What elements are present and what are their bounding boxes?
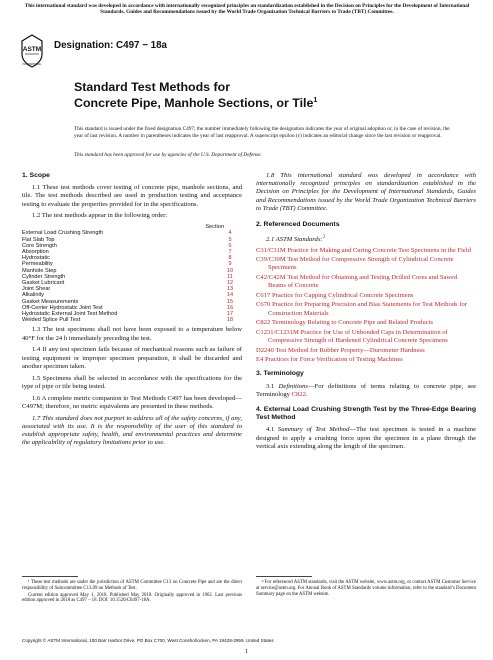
para-2-1 — [256, 233, 476, 244]
section-name: Core Strength — [22, 242, 57, 249]
para-1-5: 1.5 Specimens shall be selected in accordance with the specifications for the type of pipe or tile being tested. — [22, 374, 242, 390]
para-4-1-body: —The test specimen is tested in a machine designed to apply a crushing force upon the specimen in a plane through the vertical axis extending along the length of the specimen. — [256, 426, 477, 450]
svg-text:INTERNATIONAL: INTERNATIONAL — [22, 63, 42, 66]
section-name: Flat Slab Top — [22, 236, 55, 243]
reference-id-link[interactable]: C31/C31M — [256, 246, 286, 254]
reference-id-link[interactable]: C822 — [256, 319, 271, 327]
para-1-7: 1.7 This standard does not purport to address all of the safety concerns, if any, associated with its use. It is the responsibility of the user of this standard to establish appropriate safety, health, and environmental practices and determine the applicability of regulatory limitations prior to use. — [22, 414, 242, 447]
reference-id-link[interactable]: C39/C39M — [256, 256, 286, 264]
left-footnotes — [22, 580, 242, 605]
reference-id-link[interactable]: C617 — [256, 291, 271, 299]
reference-item — [256, 301, 476, 317]
svg-text:ASTM: ASTM — [22, 46, 42, 53]
left-footnote-rule — [22, 576, 78, 577]
section-number-link[interactable]: 8 — [228, 255, 232, 262]
reference-title-link[interactable]: Practices for Force Verification of Testing Machines — [264, 356, 403, 364]
section-number-link[interactable]: 4 — [228, 230, 232, 237]
astm-logo-icon — [20, 34, 44, 68]
reference-list — [256, 247, 476, 365]
section-number-link[interactable]: 9 — [228, 261, 232, 268]
section-name: Manhole Step — [22, 267, 57, 274]
section-number-link[interactable]: 14 — [226, 292, 234, 299]
para-4-1 — [256, 426, 476, 451]
reference-item — [256, 247, 476, 255]
scope-heading: 1. Scope — [22, 172, 50, 179]
para-1-1: 1.1 These test methods cover testing of concrete pipe, manhole sections, and tile. The test methods described are used in production testing and acceptance testing to evaluate the properties provided for in the specifications. — [22, 184, 242, 208]
c822-link[interactable]: C822 — [291, 390, 306, 398]
para-3-1-lead: 3.1 — [266, 382, 279, 390]
section-table-row — [22, 317, 242, 323]
reference-item — [256, 319, 476, 327]
section-number-link[interactable]: 10 — [226, 267, 234, 274]
copyright-line: Copyright © ASTM International, 100 Barr Harbor Drive, PO Box C700, West Conshohocken, PA 19428-2959. United States — [22, 638, 274, 643]
reference-id-link[interactable]: E4 — [256, 356, 264, 364]
definitions-term: Definitions — [278, 382, 308, 390]
para-3-1-end: . — [305, 390, 308, 398]
para-1-8: 1.8 This international standard was developed in accordance with internationally recognized principles on standardization established in the Decision on Principles for the Development of International Standards, Guides and Recommendations issued by the World Trade Organization Technical Barriers to Trade (TBT) Committee. — [256, 172, 476, 212]
reference-item — [256, 274, 476, 290]
section-name: Absorption — [22, 249, 49, 256]
reference-title-link[interactable]: Practice for Making and Curing Concrete Test Specimens in the Field — [287, 246, 471, 254]
section-name: Hydrostatic External Joint Test Method — [22, 311, 118, 318]
section-number-link[interactable]: 6 — [228, 242, 232, 249]
section-name: Joint Shear — [22, 286, 51, 293]
reference-title-link[interactable]: Terminology Relating to Concrete Pipe and Related Products — [271, 319, 434, 327]
section-number-link[interactable]: 7 — [228, 249, 232, 256]
issuance-note: This standard is issued under the fixed designation C497; the number immediately following the designation indicates the year of original adoption or, in the case of revision, the year of last revision. A number in parentheses indicates the year of last reapproval. A superscript epsilon (ε) indicates an editorial change since the last revision or reapproval. — [74, 126, 450, 139]
section-number-link[interactable]: 18 — [226, 317, 234, 324]
para-3-1 — [256, 383, 476, 399]
para-1-2: 1.2 The test methods appear in the following order: — [32, 212, 168, 220]
right-footnotes — [256, 580, 476, 598]
terminology-heading: 3. Terminology — [256, 370, 304, 378]
reference-item — [256, 347, 476, 355]
document-title — [74, 80, 434, 110]
section-name: Cylinder Strength — [22, 273, 66, 280]
section-number-link[interactable]: 17 — [226, 311, 234, 318]
left-column — [22, 172, 242, 451]
reference-id-link[interactable]: D2240 — [256, 346, 274, 354]
para-3-1-body: —For definitions of terms relating to concrete pipe, see Terminology — [256, 382, 477, 398]
international-standard-notice: This international standard was developed in accordance with internationally recognized principles on standardization established in the Decision on Principles for the Development of International Standards, Guides and Recommendations issued by the World Trade Organization Technical Barriers to Trade (TBT) Committee. — [24, 3, 470, 16]
title-footnote-marker: 1 — [313, 97, 318, 104]
section-4-heading: 4. External Load Crushing Strength Test by the Three-Edge Bearing Test Method — [256, 405, 476, 422]
section-name: Welded Splice Pull Test — [22, 317, 81, 324]
dod-approval-note: This standard has been approved for use by agencies of the U.S. Department of Defense. — [74, 152, 262, 158]
section-name: Gasket Lubricant — [22, 280, 65, 287]
section-table-header: Section — [205, 224, 224, 231]
section-name: Hydrostatic — [22, 255, 50, 262]
reference-title-link[interactable]: Practice for Preparing Precision and Bias Statements for Test Methods for Construction Materials — [268, 301, 467, 317]
section-number-link[interactable]: 11 — [227, 273, 233, 280]
reference-item — [256, 256, 476, 272]
reference-title-link[interactable]: Practice for Capping Cylindrical Concrete Specimens — [271, 291, 414, 299]
section-number-link[interactable]: 5 — [228, 236, 232, 243]
summary-term: Summary of Test Method — [277, 426, 350, 434]
right-footnote-rule — [256, 576, 312, 577]
section-number-link[interactable]: 12 — [226, 280, 234, 287]
title-line-2-text: Concrete Pipe, Manhole Sections, or Tile — [74, 96, 314, 111]
footnote-1: ¹ These test methods are under the jurisdiction of ASTM Committee C13 on Concrete Pipe and are the direct responsibility of Subcommittee C13.09 on Methods of Test. — [22, 580, 242, 591]
title-line-1: Standard Test Methods for — [74, 80, 231, 94]
page-number: 1 — [244, 648, 249, 655]
footnote-2-marker: 2 — [322, 234, 326, 241]
para-1-4: 1.4 If any test specimen fails because of mechanical reasons such as failure of testing equipment or improper specimen preparation, it shall be discarded and another specimen taken. — [22, 346, 242, 370]
section-name: External Load Crushing Strength — [22, 230, 104, 237]
title-line-2 — [74, 94, 434, 110]
footnote-2: ² For referenced ASTM standards, visit the ASTM website, www.astm.org, or contact ASTM Customer Service at service@astm.org. For Annual Book of ASTM Standards volume information, refer to the standard’s Document Summary page on the ASTM website. — [256, 580, 476, 597]
section-name: Permeability — [22, 261, 53, 268]
reference-title-link[interactable]: Practice for Use of Unbonded Caps in Determination of Compressive Strength of Hardened Cylindrical Concrete Specimens — [268, 328, 448, 344]
astm-standards-label: 2.1 ASTM Standards: — [266, 236, 323, 244]
right-column — [256, 172, 476, 455]
para-4-1-lead: 4.1 — [266, 426, 278, 434]
section-number-link[interactable]: 13 — [226, 286, 234, 293]
reference-item — [256, 356, 476, 364]
section-name: Gasket Measurements — [22, 298, 79, 305]
reference-id-link[interactable]: C42/C42M — [256, 274, 286, 281]
section-number-link[interactable]: 16 — [226, 304, 234, 311]
reference-item — [256, 329, 476, 345]
referenced-documents-heading: 2. Referenced Documents — [256, 221, 340, 229]
reference-title-link[interactable]: Test Method for Compressive Strength of Cylindrical Concrete Specimens — [268, 256, 454, 272]
reference-id-link[interactable]: C670 — [256, 301, 271, 309]
reference-title-link[interactable]: Test Method for Rubber Property—Durometer Hardness — [275, 346, 425, 354]
reference-id-link[interactable]: C1231/C1231M — [256, 328, 299, 336]
reference-title-link[interactable]: Test Method for Obtaining and Testing Drilled Cores and Sawed Beams of Concrete — [268, 274, 458, 290]
section-name: Off-Center Hydrostatic Joint Test — [22, 304, 103, 311]
para-1-3: 1.3 The test specimens shall not have been exposed to a temperature below 40°F for the 24 h immediately preceding the test. — [22, 326, 242, 342]
section-table-rows — [22, 230, 242, 323]
section-name: Alkalinity — [22, 292, 45, 299]
footnote-1-edition: Current edition approved May 1, 2018. Published May 2018. Originally approved in 1962. Last previous edition approved in 2018 as C497 – 18. DOI: 10.1520/C0497-18A. — [22, 592, 242, 604]
section-table — [22, 224, 242, 323]
designation: Designation: C497 − 18a — [54, 40, 167, 51]
para-1-6: 1.6 A complete metric companion to Test Methods C497 has been developed—C497M; therefore, no metric equivalents are presented in these methods. — [22, 394, 242, 410]
reference-item — [256, 292, 476, 300]
section-number-link[interactable]: 15 — [226, 298, 234, 305]
